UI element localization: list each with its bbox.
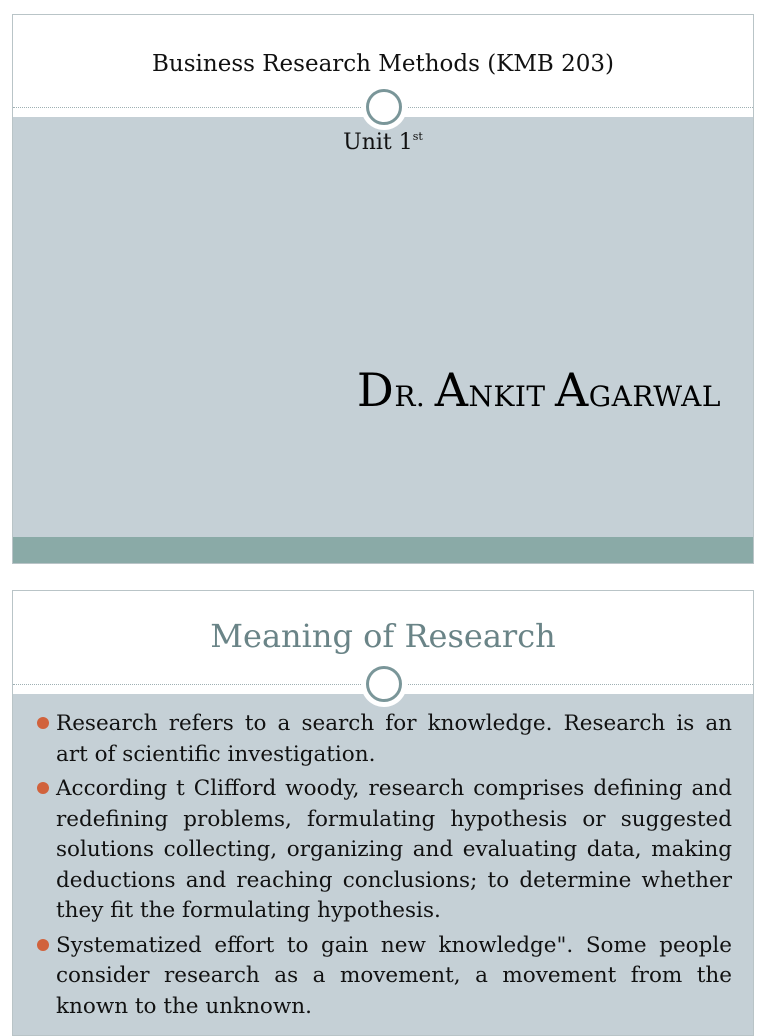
- author-initial: A: [434, 363, 469, 417]
- bullet-text: Systematized effort to gain new knowledge". Some people consider research as a movement, a movement from the known to the unknown.: [56, 932, 732, 1019]
- author-part: NKIT: [468, 380, 546, 413]
- author-part: GARWAL: [588, 380, 721, 413]
- author-initial: A: [555, 363, 589, 417]
- list-item: [35, 774, 732, 927]
- unit-text: Unit 1: [343, 130, 413, 155]
- circle-ring-icon: [361, 84, 407, 130]
- bullet-list: [35, 709, 732, 1026]
- unit-suffix: st: [412, 130, 423, 143]
- footer-bar: [13, 537, 753, 563]
- course-title: Business Research Methods (KMB 203): [152, 51, 614, 77]
- content-slide: [12, 590, 754, 1036]
- circle-ring-icon: [361, 661, 407, 707]
- bullet-text: According t Clifford woody, research comprises defining and redefining problems, formulating hypothesis or suggested solutions collecting, organizing and evaluating data, making deductions and reaching conclusions; to determine whether they fit the formulating hypothesis.: [56, 776, 732, 923]
- bullet-text: Research refers to a search for knowledge. Research is an art of scientific investigation.: [56, 711, 732, 767]
- author-name: [357, 363, 721, 417]
- list-item: [35, 709, 732, 770]
- slide-title: Meaning of Research: [210, 617, 556, 655]
- bullet-dot-icon: [37, 717, 49, 729]
- title-slide: [12, 14, 754, 564]
- author-initial: D: [356, 363, 395, 417]
- list-item: [35, 931, 732, 1023]
- bullet-dot-icon: [37, 939, 49, 951]
- unit-label: [13, 130, 753, 155]
- bullet-dot-icon: [37, 782, 49, 794]
- author-part: R.: [394, 380, 426, 413]
